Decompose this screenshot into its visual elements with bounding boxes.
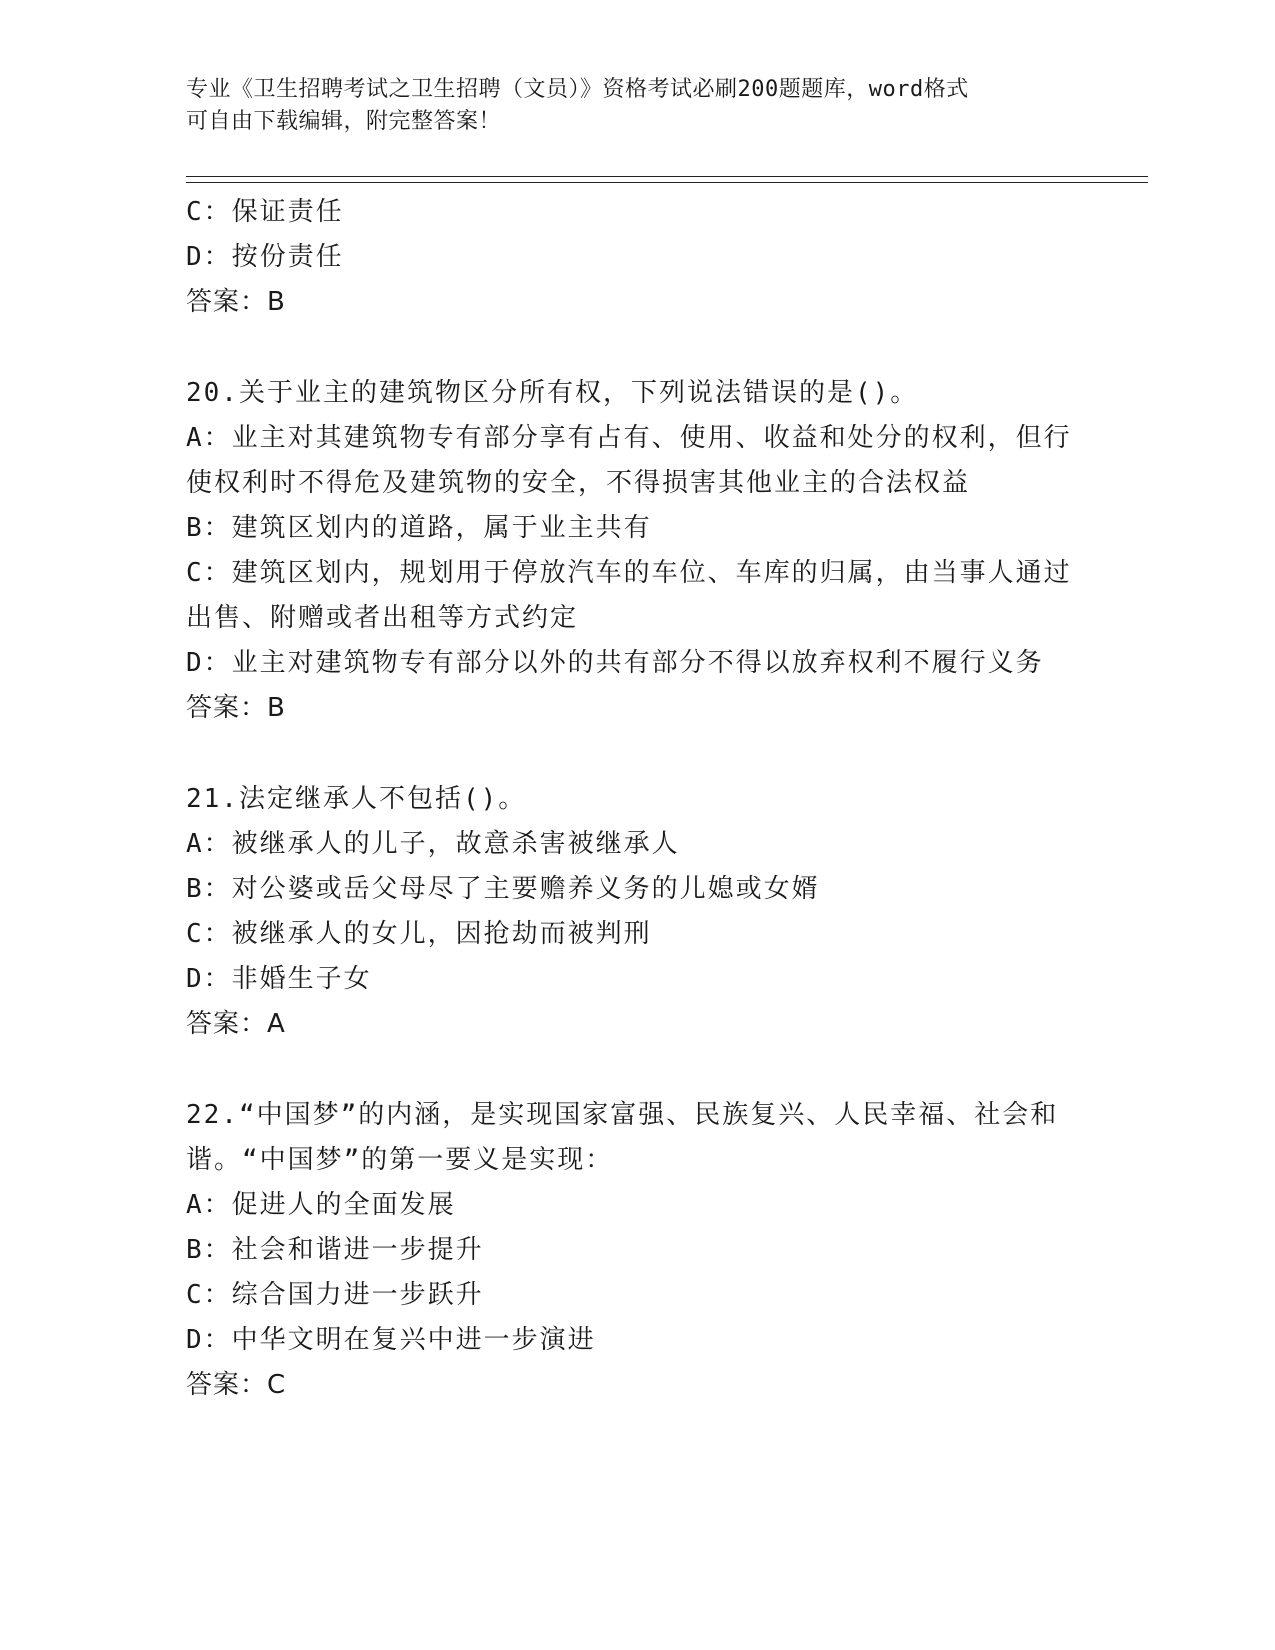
header-divider-bottom — [186, 182, 1148, 183]
question-block-21 — [186, 777, 1086, 1047]
answer-line: 答案：C — [186, 1370, 287, 1400]
option-c: C：建筑区划内，规划用于停放汽车的车位、车库的归属，由当事人通过出售、附赠或者出租等方式约定 — [186, 558, 1072, 633]
option-d: D：业主对建筑物专有部分以外的共有部分不得以放弃权利不履行义务 — [186, 648, 1044, 678]
question-stem: 20.关于业主的建筑物区分所有权，下列说法错误的是()。 — [186, 378, 919, 408]
document-header — [186, 74, 1066, 138]
option-c: C：被继承人的女儿，因抢劫而被判刑 — [186, 919, 652, 949]
option-b: B：对公婆或岳父母尽了主要赡养义务的儿媳或女婿 — [186, 874, 820, 904]
option-a: A：促进人的全面发展 — [186, 1190, 456, 1220]
option-c: C：综合国力进一步跃升 — [186, 1280, 484, 1310]
option-a: A：业主对其建筑物专有部分享有占有、使用、收益和处分的权利，但行使权利时不得危及建筑物的安全，不得损害其他业主的合法权益 — [186, 423, 1072, 498]
header-title-line-1: 专业《卫生招聘考试之卫生招聘（文员）》资格考试必刷200题题库，word格式 — [186, 77, 969, 102]
option-d: D：非婚生子女 — [186, 964, 372, 994]
question-block-22 — [186, 1093, 1086, 1408]
option-d: D：按份责任 — [186, 242, 344, 272]
answer-line: 答案：B — [186, 287, 286, 317]
question-block-19-continued — [186, 190, 1086, 325]
spacer — [186, 731, 1086, 777]
question-stem: 21.法定继承人不包括()。 — [186, 784, 527, 814]
option-a: A：被继承人的儿子，故意杀害被继承人 — [186, 829, 680, 859]
header-divider-top — [186, 176, 1148, 177]
question-list — [186, 190, 1086, 1408]
question-stem: 22.“中国梦”的内涵，是实现国家富强、民族复兴、人民幸福、社会和谐。“中国梦”的第一要义是实现： — [186, 1100, 1059, 1175]
option-c: C：保证责任 — [186, 197, 344, 227]
header-title-line-2: 可自由下载编辑，附完整答案！ — [186, 109, 502, 134]
option-b: B：社会和谐进一步提升 — [186, 1235, 484, 1265]
spacer — [186, 325, 1086, 371]
option-b: B：建筑区划内的道路，属于业主共有 — [186, 513, 652, 543]
question-block-20 — [186, 371, 1086, 731]
answer-line: 答案：B — [186, 693, 286, 723]
option-d: D：中华文明在复兴中进一步演进 — [186, 1325, 596, 1355]
answer-line: 答案：A — [186, 1009, 286, 1039]
spacer — [186, 1047, 1086, 1093]
